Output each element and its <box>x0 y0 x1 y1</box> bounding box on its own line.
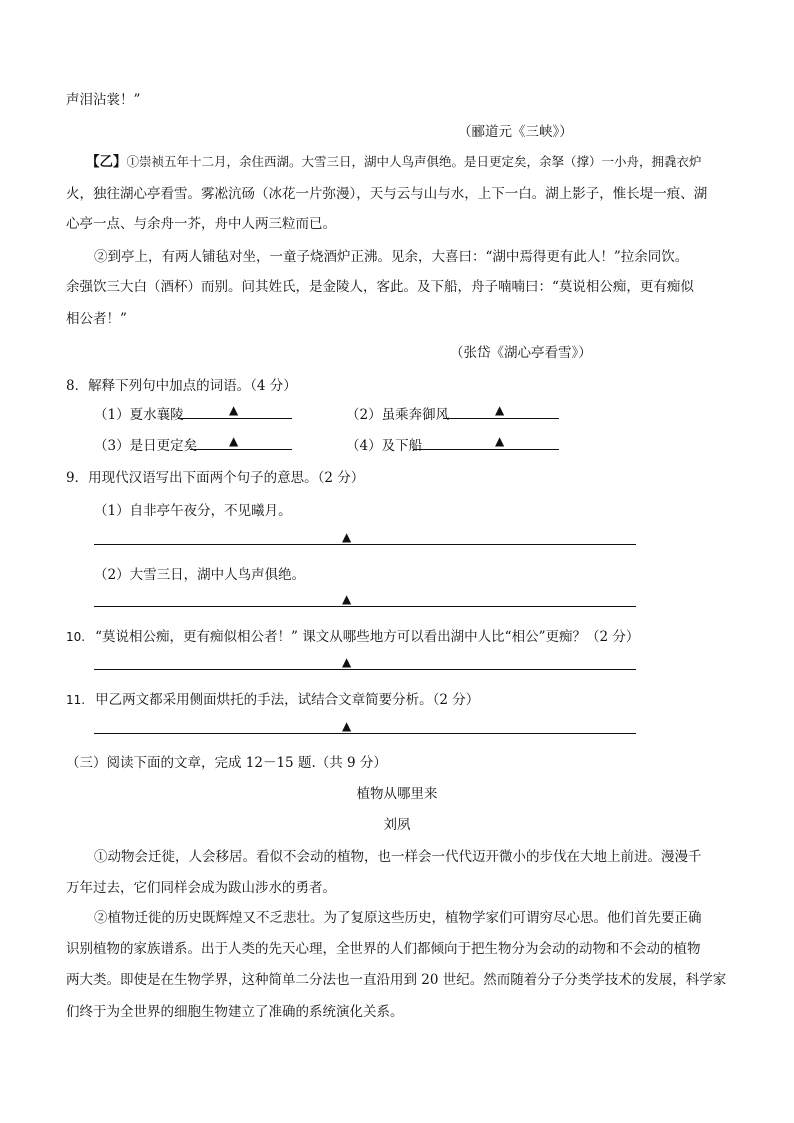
section3-header: （三）阅读下面的文章，完成 12－15 题.（共 9 分） <box>66 755 387 771</box>
article-p1-l1: ①动物会迁徙，人会移居。看似不会动的植物，也一样会一代代迈开微小的步伐在大地上前进。漫漫千 <box>94 849 702 865</box>
article-title: 植物从哪里来 <box>356 786 438 802</box>
q8-item-2-text: 虽乘奔御风 <box>381 407 450 423</box>
q10-text: “莫说相公痴，更有痴似相公者！” 课文从哪些地方可以看出湖中人比“相公”更痴？（2 分） <box>95 629 640 645</box>
passage-b-source: （张岱《湖心亭看雪》） <box>450 345 592 361</box>
article-p2-l1: ②植物迁徙的历史既辉煌又不乏悲壮。为了复原这些历史，植物学家们可谓穷尽心思。他们首先要正确 <box>94 910 702 926</box>
q8-item-1-num: （1） <box>94 407 130 423</box>
q9-answer-line-2[interactable] <box>94 606 636 607</box>
q8-answer-line-1[interactable] <box>178 418 292 419</box>
q11-question <box>66 688 479 708</box>
passage-b-p1-l1: ①崇祯五年十二月，余住西湖。大雪三日，湖中人鸟声俱绝。是日更定矣，余拏（撑）一小舟，拥毳衣炉 <box>126 154 702 169</box>
q9-sentence-2: （2）大雪三日，湖中人鸟声俱绝。 <box>94 567 306 583</box>
q10-question <box>66 625 639 645</box>
q11-marker: ▲ <box>342 719 352 733</box>
article-author: 刘夙 <box>383 817 411 833</box>
q9-prompt: 9．用现代汉语写出下面两个句子的意思。（2 分） <box>66 470 365 486</box>
q8-marker-1: ▲ <box>229 403 239 417</box>
q8-marker-3: ▲ <box>229 434 239 448</box>
passage-b-p1-l2: 火，独往湖心亭看雪。雾凇沆砀（冰花一片弥漫），天与云与山与水，上下一白。湖上影子，惟长堤一痕、湖 <box>66 186 708 202</box>
q8-item-1-text: 夏水襄陵 <box>129 407 184 423</box>
q11-text: 甲乙两文都采用侧面烘托的手法，试结合文章简要分析。（2 分） <box>95 692 480 708</box>
passage-b-p2-l2: 余强饮三大白（酒杯）而别。问其姓氏，是金陵人，客此。及下船，舟子喃喃曰：“莫说相公痴，更有痴似 <box>66 279 694 295</box>
q9-sentence-1: （1）自非亭午夜分，不见曦月。 <box>94 503 292 519</box>
article-p1-l2: 万年过去，它们同样会成为跋山涉水的勇者。 <box>66 880 336 896</box>
article-p2-l4: 们终于为全世界的细胞生物建立了准确的系统演化关系。 <box>66 1004 404 1020</box>
passage-a-source: （郦道元《三峡》） <box>458 124 573 140</box>
q8-item-4-text: 及下船 <box>381 438 423 454</box>
q8-item-2-num: （2） <box>346 407 382 423</box>
q8-answer-line-4[interactable] <box>413 449 559 450</box>
passage-a-ending: 声泪沾裳！” <box>66 92 141 108</box>
q8-item-3-text: 是日更定矣 <box>129 438 198 454</box>
article-p2-l3: 两大类。即使是在生物学界，这种简单二分法也一直沿用到 20 世纪。然而随着分子分类学技术的发展，科学家 <box>66 972 727 988</box>
q9-marker-1: ▲ <box>342 530 352 544</box>
q8-prompt: 8．解释下列句中加点的词语。（4 分） <box>66 378 297 394</box>
q11-answer-line[interactable] <box>94 733 636 734</box>
passage-b-tag: 【乙】 <box>86 154 127 170</box>
q8-item-1 <box>94 403 184 423</box>
q10-marker: ▲ <box>342 655 352 669</box>
q11-number: 11. <box>66 693 86 707</box>
q9-answer-line-1[interactable] <box>94 544 636 545</box>
passage-b-line <box>86 150 702 170</box>
passage-b-p2-l1: ②到亭上，有两人铺毡对坐，一童子烧酒炉正沸。见余，大喜曰：“湖中焉得更有此人！”拉余同饮。 <box>94 249 689 265</box>
q8-item-4 <box>346 434 422 454</box>
q8-marker-2: ▲ <box>495 403 505 417</box>
q8-answer-line-3[interactable] <box>190 449 292 450</box>
q8-answer-line-2[interactable] <box>443 418 559 419</box>
passage-b-p1-l3: 心亭一点、与余舟一芥，舟中人两三粒而已。 <box>66 216 336 232</box>
q9-marker-2: ▲ <box>342 592 352 606</box>
q8-item-3 <box>94 434 197 454</box>
q8-item-3-num: （3） <box>94 438 130 454</box>
q8-item-4-num: （4） <box>346 438 382 454</box>
q8-marker-4: ▲ <box>495 434 505 448</box>
q8-item-2 <box>346 403 449 423</box>
passage-b-p2-l3: 相公者！” <box>66 311 127 327</box>
q10-number: 10. <box>66 630 86 644</box>
q10-answer-line[interactable] <box>94 669 636 670</box>
article-p2-l2: 识别植物的家族谱系。出于人类的先天心理，全世界的人们都倾向于把生物分为会动的动物和不会动的植物 <box>66 941 701 957</box>
